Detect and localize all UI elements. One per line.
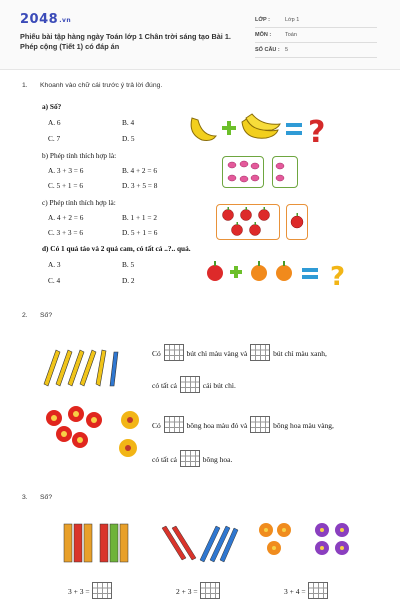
plus-icon [230, 266, 242, 278]
svg-text:?: ? [308, 115, 326, 146]
equals-icon [302, 268, 318, 279]
bananas-icon [242, 114, 280, 138]
answer-box-yellow-flowers[interactable] [250, 416, 270, 433]
banana-icon [191, 118, 216, 141]
apple-orange-addition-illustration [204, 258, 354, 286]
site-logo[interactable] [20, 12, 71, 27]
q3-number: 3. [22, 494, 28, 501]
meta-count [255, 44, 377, 58]
q2-text: Có [152, 421, 161, 430]
q1a-option-b[interactable]: B. 4 [122, 118, 135, 127]
meta-subject [255, 29, 377, 43]
q2-text: Có [152, 349, 161, 358]
meta-key: MÔN : [255, 32, 272, 38]
q2-line1 [152, 344, 327, 361]
q3-expression: 3 + 4 = [284, 587, 306, 596]
q1-number: 1. [22, 82, 28, 89]
q1a-option-d[interactable]: D. 5 [122, 134, 135, 143]
meta-value: Lớp 1 [285, 17, 300, 23]
q2-prompt: Số? [40, 312, 53, 319]
q1d-option-a[interactable]: A. 3 [48, 260, 61, 269]
q2-text: bút chì màu xanh, [273, 349, 327, 358]
meta-key: LỚP : [255, 17, 270, 23]
q1d-option-d[interactable]: D. 2 [122, 276, 135, 285]
q1c-option-b[interactable]: B. 1 + 1 = 2 [122, 213, 157, 222]
q3-expr-1 [68, 582, 113, 599]
q2-text: bông hoa màu đỏ và [186, 421, 248, 430]
answer-box-total-flowers[interactable] [180, 450, 200, 467]
q1d-option-b[interactable]: B. 5 [122, 260, 135, 269]
q2-text: bông hoa màu vàng, [273, 421, 334, 430]
answer-box-yellow-pencils[interactable] [164, 344, 184, 361]
question-mark-icon [330, 262, 345, 286]
q3-expr-3 [284, 582, 329, 599]
candies-illustration [222, 156, 302, 188]
answer-box-red-flowers[interactable] [164, 416, 184, 433]
q3-prompt: Số? [40, 494, 53, 501]
meta-value: Toán [285, 32, 297, 38]
meta-grade [255, 14, 377, 28]
meta-value: 5 [285, 47, 289, 53]
markers-illustration [160, 520, 240, 566]
q2-line3 [152, 416, 334, 433]
q1d-option-c[interactable]: C. 4 [48, 276, 61, 285]
answer-box-blue-pencils[interactable] [250, 344, 270, 361]
q2-line4 [152, 450, 232, 467]
plus-icon [222, 121, 236, 135]
q1c-option-c[interactable]: C. 3 + 3 = 6 [48, 228, 83, 237]
worksheet-header [0, 0, 400, 70]
crayons-illustration [62, 514, 132, 566]
question-mark-icon [308, 115, 325, 146]
mixed-flowers-illustration [254, 520, 354, 568]
pencils-illustration [40, 344, 124, 392]
q1c-label: c) Phép tính thích hợp là: [42, 198, 116, 207]
q3-expression: 3 + 3 = [68, 587, 90, 596]
q1b-option-b[interactable]: B. 4 + 2 = 6 [122, 166, 157, 175]
q1a-option-a[interactable]: A. 6 [48, 118, 61, 127]
q2-text: cái bút chì. [202, 381, 236, 390]
q2-line2 [152, 376, 236, 393]
q3-expr-2 [176, 582, 221, 599]
logo-suffix: .vn [59, 17, 72, 24]
q1b-label: b) Phép tính thích hợp là: [42, 151, 117, 160]
q1b-option-c[interactable]: C. 5 + 1 = 6 [48, 181, 83, 190]
q1d-label: d) Có 1 quả táo và 2 quả cam, có tất cả ..?.. quả. [42, 244, 191, 253]
svg-text:?: ? [330, 262, 346, 286]
orange-icon [251, 261, 267, 281]
answer-box-total-pencils[interactable] [180, 376, 200, 393]
q1-prompt: Khoanh vào chữ cái trước ý trả lời đúng. [40, 82, 163, 89]
answer-box-expr-2[interactable] [200, 582, 220, 599]
worksheet-title: Phiếu bài tập hàng ngày Toán lớp 1 Chân trời sáng tạo Bài 1. Phép cộng (Tiết 1) có đáp án [20, 32, 231, 51]
meta-key: SỐ CÂU : [255, 47, 280, 53]
q1b-option-a[interactable]: A. 3 + 3 = 6 [48, 166, 84, 175]
q1a-label: a) Số? [42, 102, 62, 111]
flowers-illustration [40, 404, 150, 464]
q2-text: bút chì màu vàng và [186, 349, 248, 358]
q3-expression: 2 + 3 = [176, 587, 198, 596]
answer-box-expr-1[interactable] [92, 582, 112, 599]
logo-text: 2048 [20, 12, 59, 27]
q1b-option-d[interactable]: D. 3 + 5 = 8 [122, 181, 158, 190]
q2-text: bông hoa. [202, 455, 233, 464]
q2-text: có tất cả [152, 381, 177, 390]
apple-icon [207, 261, 223, 281]
answer-box-expr-3[interactable] [308, 582, 328, 599]
q1c-option-a[interactable]: A. 4 + 2 = 6 [48, 213, 84, 222]
equals-icon [286, 123, 302, 135]
q2-text: có tất cả [152, 455, 177, 464]
bananas-addition-illustration [186, 112, 336, 146]
q1c-option-d[interactable]: D. 5 + 1 = 6 [122, 228, 158, 237]
orange-icon [276, 261, 292, 281]
q2-number: 2. [22, 312, 28, 319]
apples-illustration [216, 204, 310, 240]
q1a-option-c[interactable]: C. 7 [48, 134, 61, 143]
